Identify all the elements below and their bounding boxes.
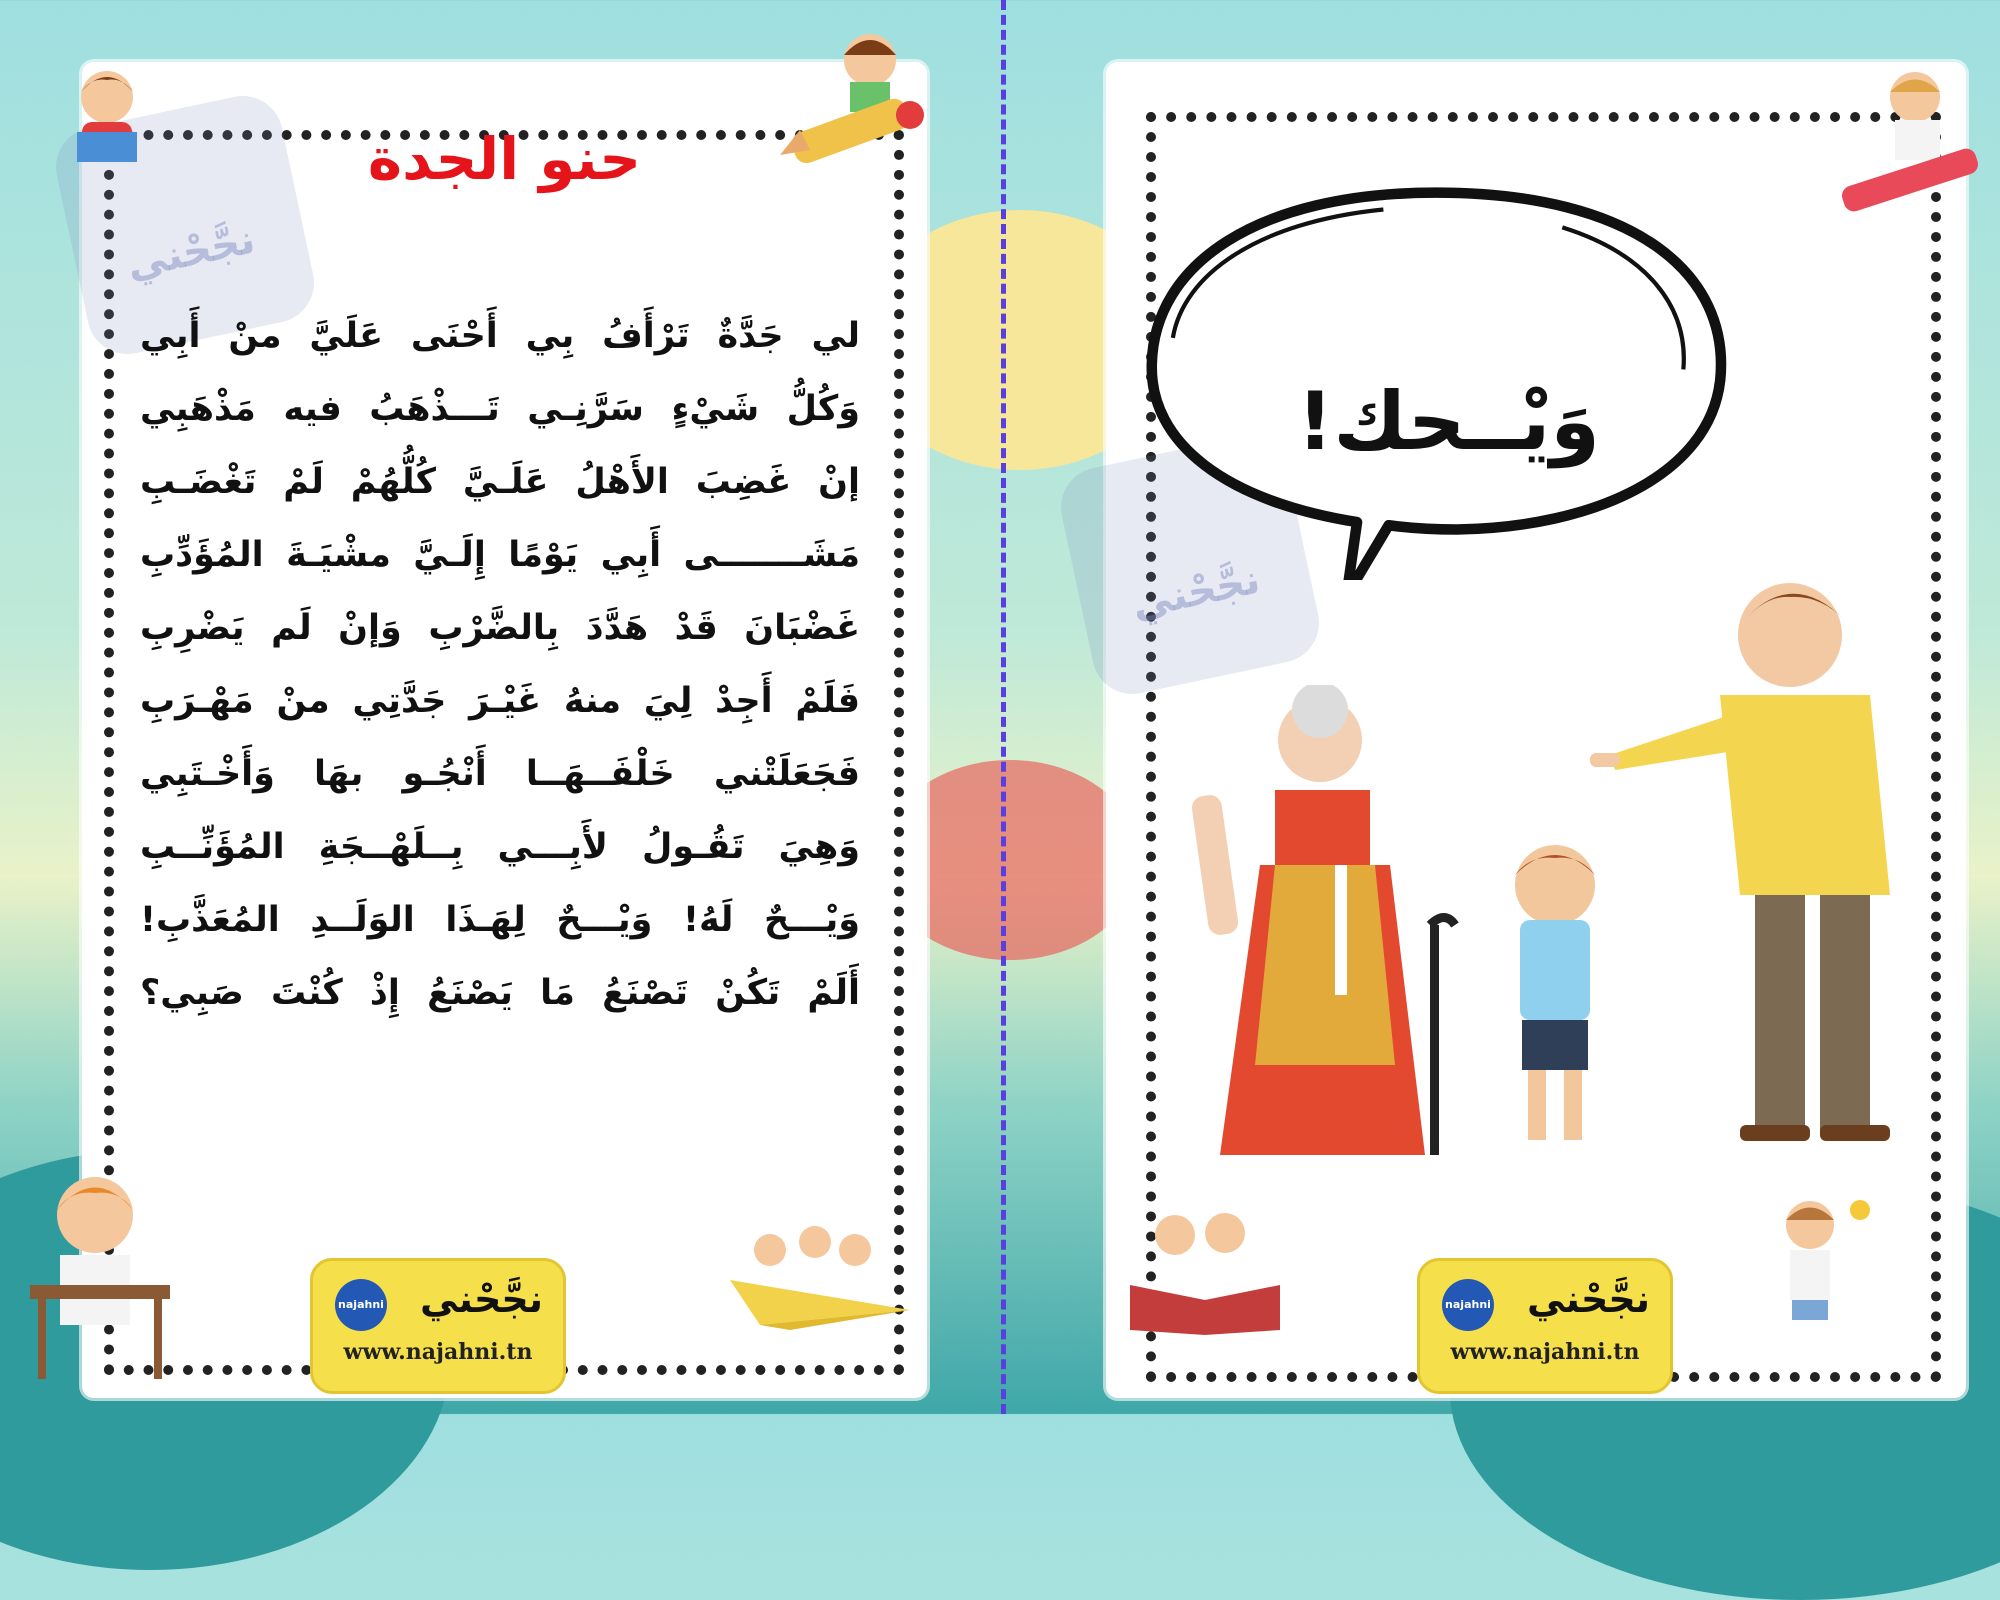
brand-logo[interactable] bbox=[1417, 1258, 1673, 1394]
brand-badge-icon: najahni bbox=[335, 1279, 387, 1331]
poem-line: أَلَمْ تَكُنْ تَصْنَعُ مَا يَصْنَعُ إِذْ كُنْتَ صَبِي؟ bbox=[140, 973, 860, 1013]
poem-line: لي جَدَّةٌ تَرْأَفُ بِي أَحْنَى عَلَيَّ منْ أَبِي bbox=[140, 316, 860, 356]
brand-url[interactable]: www.najahni.tn bbox=[343, 1339, 533, 1365]
kids-on-book-icon bbox=[1120, 1205, 1290, 1335]
poem-line: فَجَعَلَتْني خَلْفَــهَــا أَنْجُـو بهَا وَأَخْـتَبِي bbox=[140, 754, 860, 794]
poem-line: مَشَـــــــى أَبِي يَوْمًا إِلَـيَّ مشْيَـةَ المُؤَدِّبِ bbox=[140, 535, 860, 575]
brand-name: نجَّحْني bbox=[420, 1277, 543, 1321]
brand-logo[interactable] bbox=[310, 1258, 566, 1394]
brand-url[interactable]: www.najahni.tn bbox=[1450, 1339, 1640, 1365]
page-title: حنو الجدة bbox=[367, 125, 642, 193]
brand-name: نجَّحْني bbox=[1527, 1277, 1650, 1321]
brand-badge-icon: najahni bbox=[1442, 1279, 1494, 1331]
boy-reading-icon bbox=[62, 62, 152, 172]
poem bbox=[140, 300, 860, 1030]
grandmother-icon bbox=[1180, 685, 1500, 1155]
speech-text: وَيْــحك! bbox=[1296, 375, 1600, 468]
boy-on-pencil-rocket-icon bbox=[760, 20, 940, 170]
poem-line: غَضْبَانَ قَدْ هَدَّدَ بِالضَّرْبِ وَإنْ لَم يَضْرِبِ bbox=[140, 608, 860, 648]
watermark-logo: نجَّحْني bbox=[1054, 429, 1327, 702]
angry-father-icon bbox=[1590, 565, 1950, 1145]
poem-line: وَهِيَ تَقُـولُ لأَبِـــي بِــلَهْــجَةِ المُؤَنِّــبِ bbox=[140, 827, 860, 867]
watermark-logo: نجَّحْني bbox=[49, 89, 322, 362]
boy-on-pencil-icon bbox=[1830, 62, 1990, 212]
boy-drawing-icon bbox=[1760, 1190, 1880, 1340]
poem-line: فَلَمْ أَجِدْ لِيَ منهُ غَيْـرَ جَدَّتِي منْ مَهْـرَبِ bbox=[140, 681, 860, 721]
page-divider bbox=[1001, 0, 1006, 1414]
poem-line: وَكُلُّ شَيْءٍ سَرَّنِـي تَـــذْهَبُ فيه مَذْهَبِي bbox=[140, 389, 860, 429]
boy-at-desk-icon bbox=[30, 1165, 170, 1380]
poem-line: وَيْـــحٌ لَهُ! وَيْـــحٌ لِهَـذَا الوَلَــدِ المُعَذَّبِ! bbox=[140, 900, 860, 940]
poem-line: إنْ غَضِبَ الأَهْلُ عَلَـيَّ كُلُّهُمْ لَمْ تَغْضَـبِ bbox=[140, 462, 860, 502]
kids-on-paper-plane-icon bbox=[730, 1220, 910, 1330]
